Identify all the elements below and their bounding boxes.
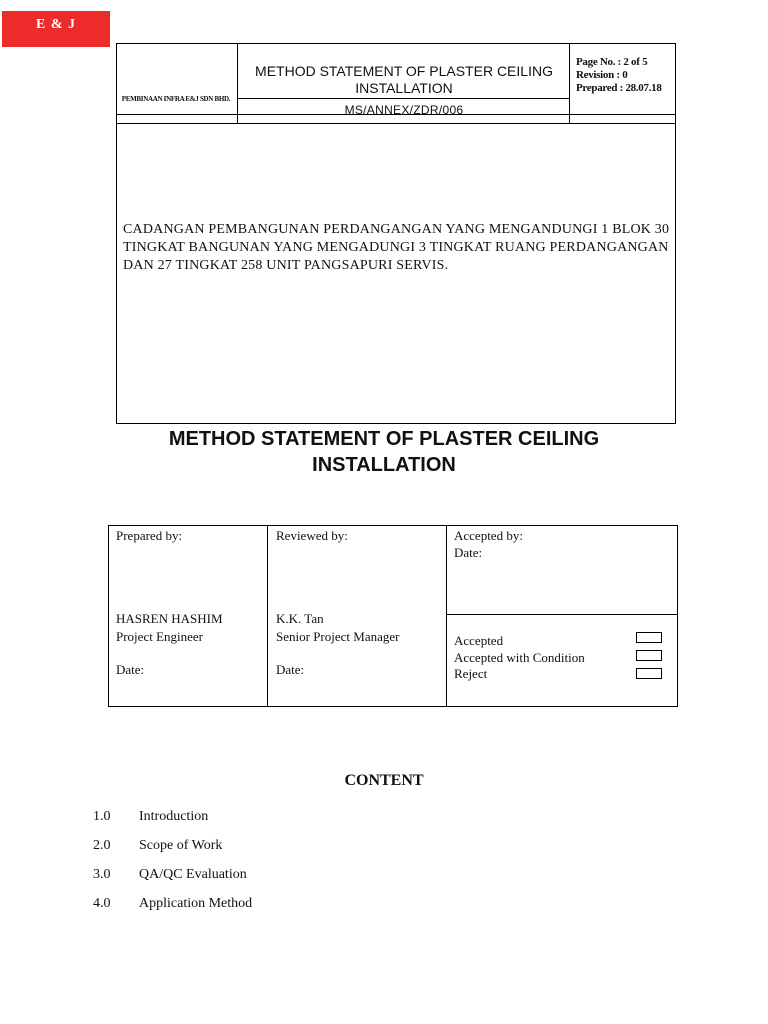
reviewer-name: K.K. Tan xyxy=(276,611,324,626)
toc-number: 4.0 xyxy=(93,896,111,911)
reviewer-date: Date: xyxy=(276,662,305,677)
prepared-date: Prepared : 28.07.18 xyxy=(576,82,662,94)
toc-number: 2.0 xyxy=(93,838,111,853)
revision: Revision : 0 xyxy=(576,69,628,81)
toc-label: Application Method xyxy=(139,896,253,911)
company-logo xyxy=(2,11,110,47)
toc-item xyxy=(93,808,208,825)
option-reject-label: Reject xyxy=(454,666,488,681)
company-name: PEMBINAAN INFRA E&J SDN BHD. xyxy=(121,95,231,103)
option-accepted-label: Accepted xyxy=(454,633,504,648)
logo-text: E & J xyxy=(36,17,76,32)
toc-label: Scope of Work xyxy=(139,838,223,853)
page-number: Page No. : 2 of 5 xyxy=(576,56,648,68)
toc-item xyxy=(93,837,222,854)
reviewer-role: Senior Project Manager xyxy=(276,629,400,644)
option-conditional-label: Accepted with Condition xyxy=(454,650,585,665)
toc-label: Introduction xyxy=(139,809,209,824)
toc-number: 1.0 xyxy=(93,809,111,824)
toc-item xyxy=(93,895,252,912)
document-number: MS/ANNEX/ZDR/006 xyxy=(344,103,464,117)
header-title: METHOD STATEMENT OF PLASTER CEILING INSTALLATION xyxy=(255,63,553,96)
preparer-date: Date: xyxy=(116,662,145,677)
reviewed-by-label: Reviewed by: xyxy=(276,528,348,543)
option-conditional-checkbox[interactable] xyxy=(636,650,662,661)
toc-number: 3.0 xyxy=(93,867,111,882)
toc-item xyxy=(93,866,247,883)
preparer-name: HASREN HASHIM xyxy=(116,611,223,626)
option-reject-checkbox[interactable] xyxy=(636,668,662,679)
prepared-by-label: Prepared by: xyxy=(116,528,183,543)
preparer-role: Project Engineer xyxy=(116,629,203,644)
option-accepted-checkbox[interactable] xyxy=(636,632,662,643)
toc-label: QA/QC Evaluation xyxy=(139,867,247,882)
content-heading: CONTENT xyxy=(344,772,424,789)
project-description: CADANGAN PEMBANGUNAN PERDANGANGAN YANG MENGANDUNGI 1 BLOK 30 TINGKAT BANGUNAN YANG MENGADUNGI 3 TINGKAT RUANG PERDANGANGAN DAN 27 TINGKAT 258 UNIT PANGSAPURI SERVIS. xyxy=(123,222,670,273)
accepted-date: Date: xyxy=(454,545,483,560)
document-title: METHOD STATEMENT OF PLASTER CEILING INSTALLATION xyxy=(168,428,600,476)
accepted-by-label: Accepted by: xyxy=(454,528,523,543)
